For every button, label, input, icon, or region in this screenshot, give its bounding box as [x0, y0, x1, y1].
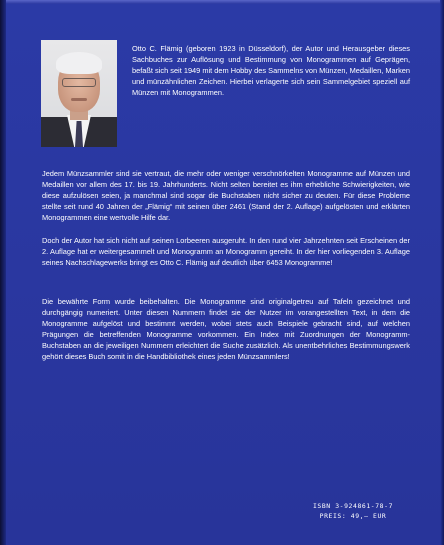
description-paragraph: Die bewährte Form wurde beibehalten. Die Monogramme sind originalgetreu auf Tafeln gezeichnet und durchgängig numeriert. Unter diesen Nummern findet sie der Nutzer im vorangestellten Text, in dem die Monogramme aufgelöst und bestimmt werden, wobei stets auch Beispiele gebracht sind, auf welchen Prägungen die betreffenden Monogramme vorkommen. Ein Index mit Zuordnungen der Monogramm-Buchstaben an die jeweiligen Nummern erleichtert die Suche zusätzlich. Als unentbehrliches Bestimmungswerk gehört dieses Buch somit in die Handbibliothek eines jeden Münzsammlers!: [42, 297, 410, 361]
cover-right-edge: [440, 0, 444, 545]
cover-top-edge: [0, 0, 444, 4]
isbn-block: [293, 501, 413, 521]
description-paragraph: Doch der Autor hat sich nicht auf seinen Lorbeeren ausgeruht. In den rund vier Jahrzehnten seit Erscheinen der 2. Auflage hat er weitergesammelt und Monogramm an Monogramm gereiht. In der hier vorliegenden 3. Auflage seines Nachschlagewerks bringt es Otto C. Flämig auf deutlich über 6453 Monogramme!: [42, 236, 410, 267]
portrait-glasses: [62, 78, 96, 87]
cover-left-edge: [0, 0, 6, 545]
author-portrait: [41, 40, 117, 147]
isbn-number: ISBN 3-924861-78-7: [312, 502, 394, 510]
price-label: PREIS: 49,– EUR: [319, 512, 387, 520]
description-paragraph: Jedem Münzsammler sind sie vertraut, die mehr oder weniger verschnörkelten Monogramme auf Münzen und Medaillen vor allem des 17. bis 19. Jahrhunderts. Nicht selten bereitet es ihm erhebliche Schwierigkeiten, wie diese aufzulösen seien, ja manchmal sind sogar die Buchstaben nicht sicher zu deuten. Für diese Probleme stellte seit rund 40 Jahren der „Flämig“ mit seinen über 2461 (Stand der 2. Auflage) aufgelösten und erklärten Monogrammen eine wertvolle Hilfe dar.: [42, 169, 410, 222]
author-bio: Otto C. Flämig (geboren 1923 in Düsseldorf), der Autor und Herausgeber dieses Sachbuches zur Auflösung und Bestimmung von Monogrammen auf Geprägen, befaßt sich seit 1949 mit dem Hobby des Sammelns von Münzen, Medaillen, Marken und münzähnlichen Zeichen. Hierbei verlagerte sich sein Sammelgebiet speziell auf Münzen mit Monogrammen.: [132, 44, 410, 97]
portrait-mouth: [71, 98, 87, 101]
portrait-hair: [56, 52, 102, 74]
